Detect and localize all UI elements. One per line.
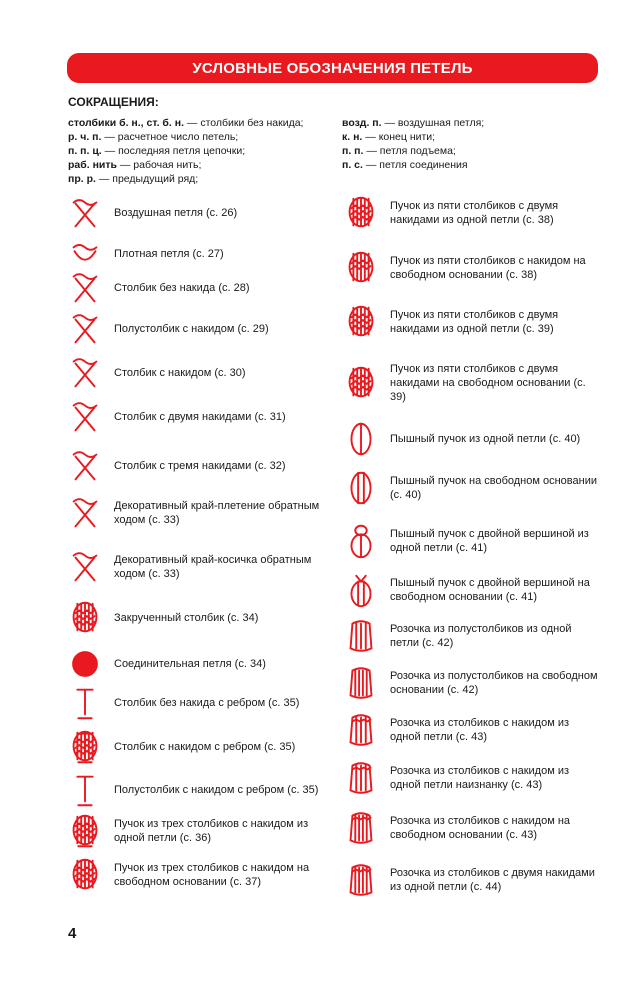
legend-label: Розочка из столбиков с накидом из одной петли наизнанку (с. 43) bbox=[390, 765, 570, 791]
legend-item bbox=[344, 860, 600, 900]
legend-item bbox=[344, 193, 600, 233]
legend-item bbox=[68, 493, 324, 533]
legend-item bbox=[68, 855, 324, 895]
abbreviation-row bbox=[68, 158, 338, 172]
single-crochet-icon bbox=[68, 268, 102, 308]
abbreviation-definition: — воздушная петля; bbox=[381, 117, 485, 129]
ribbed-hdc-icon bbox=[68, 770, 102, 810]
legend-label: Воздушная петля (с. 26) bbox=[114, 207, 238, 219]
abbreviation-term: раб. нить bbox=[68, 159, 117, 171]
abbreviation-definition: — расчетное число петель; bbox=[101, 131, 239, 143]
abbreviation-row bbox=[68, 116, 338, 130]
chain-stitch-icon bbox=[68, 193, 102, 233]
legend-label: Пышный пучок на свободном основании (с. 40) bbox=[390, 475, 597, 501]
abbreviation-term: п. п. ц. bbox=[68, 145, 102, 157]
legend-label: Пучок из трех столбиков с накидом из одной петли (с. 36) bbox=[114, 818, 309, 844]
abbreviation-definition: — петля подъема; bbox=[363, 145, 456, 157]
abbreviation-definition: — последняя петля цепочки; bbox=[101, 145, 246, 157]
legend-label: Розочка из полустолбиков на свободном основании (с. 42) bbox=[390, 670, 598, 696]
abbreviation-row bbox=[342, 144, 592, 158]
legend-label: Пышный пучок с двойной вершиной на свободном основании (с. 41) bbox=[390, 577, 590, 603]
popcorn-tr-icon bbox=[344, 860, 378, 900]
legend-label: Столбик с накидом (с. 30) bbox=[114, 367, 246, 379]
legend-item bbox=[344, 710, 600, 750]
legend-item bbox=[344, 362, 600, 404]
cluster-5-tr-icon bbox=[344, 193, 378, 233]
abbreviation-row bbox=[342, 130, 592, 144]
abbreviation-row bbox=[68, 144, 338, 158]
cluster-3-base-icon bbox=[68, 855, 102, 895]
puff-stitch-icon bbox=[344, 419, 378, 459]
legend-item bbox=[68, 547, 324, 587]
popcorn-hdc-icon bbox=[344, 616, 378, 656]
legend-item bbox=[68, 598, 324, 638]
abbreviation-definition: — конец нити; bbox=[362, 131, 436, 143]
legend-label: Плотная петля (с. 27) bbox=[114, 248, 224, 260]
abbreviations-heading: СОКРАЩЕНИЯ: bbox=[68, 95, 159, 109]
legend-label: Розочка из полустолбиков из одной петли (с. 42) bbox=[390, 623, 572, 649]
legend-label: Столбик без накида (с. 28) bbox=[114, 282, 250, 294]
cluster-5-tr-b-icon bbox=[344, 302, 378, 342]
legend-label: Пышный пучок из одной петли (с. 40) bbox=[390, 433, 581, 445]
legend-item bbox=[344, 468, 600, 508]
legend-label: Розочка из столбиков с двумя накидами из одной петли (с. 44) bbox=[390, 867, 595, 893]
double-crochet-icon bbox=[68, 353, 102, 393]
legend-label: Декоративный край-плетение обратным ходом (с. 33) bbox=[114, 500, 320, 526]
legend-label: Столбик с тремя накидами (с. 32) bbox=[114, 460, 286, 472]
abbreviation-row bbox=[68, 172, 338, 186]
ribbed-sc-icon bbox=[68, 683, 102, 723]
legend-label: Пучок из пяти столбиков с двумя накидами из одной петли (с. 38) bbox=[390, 200, 559, 226]
twisted-stitch-icon bbox=[68, 598, 102, 638]
legend-label: Пучок из пяти столбиков с двумя накидами из одной петли (с. 39) bbox=[390, 309, 559, 335]
legend-label: Полустолбик с накидом с ребром (с. 35) bbox=[114, 784, 319, 796]
legend-label: Пучок из трех столбиков с накидом на свободном основании (с. 37) bbox=[114, 862, 310, 888]
popcorn-dc-base-icon bbox=[344, 808, 378, 848]
treble-crochet-icon bbox=[68, 397, 102, 437]
legend-label: Пучок из пяти столбиков с двумя накидами на свободном основании (с. 39) bbox=[390, 363, 586, 403]
abbreviation-term: п. п. bbox=[342, 145, 364, 157]
legend-label: Закрученный столбик (с. 34) bbox=[114, 612, 259, 624]
section-title-banner bbox=[67, 53, 598, 83]
legend-item bbox=[344, 616, 600, 656]
legend-item bbox=[344, 419, 600, 459]
abbreviation-term: возд. п. bbox=[342, 117, 382, 129]
legend-label: Пучок из пяти столбиков с накидом на свободном основании (с. 38) bbox=[390, 255, 586, 281]
legend-item bbox=[344, 521, 600, 561]
legend-item bbox=[344, 302, 600, 342]
legend-item bbox=[344, 758, 600, 798]
popcorn-dc-back-icon bbox=[344, 758, 378, 798]
reverse-braid-icon bbox=[68, 547, 102, 587]
legend-item bbox=[344, 248, 600, 288]
legend-item bbox=[68, 683, 324, 723]
abbreviation-term: столбики б. н., ст. б. н. bbox=[68, 117, 184, 129]
slip-stitch-dot-icon bbox=[68, 644, 102, 684]
abbreviation-term: пр. р. bbox=[68, 173, 96, 185]
legend-item bbox=[68, 193, 324, 233]
ribbed-dc-icon bbox=[68, 727, 102, 767]
legend-label: Розочка из столбиков с накидом из одной петли (с. 43) bbox=[390, 717, 570, 743]
reverse-edge-icon bbox=[68, 493, 102, 533]
legend-label: Пышный пучок с двойной вершиной из одной петли (с. 41) bbox=[390, 528, 589, 554]
half-double-crochet-icon bbox=[68, 309, 102, 349]
puff-base-icon bbox=[344, 468, 378, 508]
cluster-3-icon bbox=[68, 811, 102, 851]
legend-label: Соединительная петля (с. 34) bbox=[114, 658, 266, 670]
puff-double-top-icon bbox=[344, 521, 378, 561]
legend-label: Столбик с накидом с ребром (с. 35) bbox=[114, 741, 296, 753]
abbreviation-row bbox=[342, 116, 592, 130]
legend-item bbox=[68, 770, 324, 810]
abbreviations-left bbox=[68, 116, 338, 186]
page-number: 4 bbox=[68, 925, 77, 942]
cluster-5-dc-base-icon bbox=[344, 248, 378, 288]
legend-item bbox=[68, 309, 324, 349]
legend-label: Декоративный край-косичка обратным ходом (с. 33) bbox=[114, 554, 312, 580]
abbreviation-term: п. с. bbox=[342, 159, 363, 171]
abbreviation-term: р. ч. п. bbox=[68, 131, 102, 143]
cluster-5-tr-base-icon bbox=[344, 363, 378, 403]
popcorn-hdc-base-icon bbox=[344, 663, 378, 703]
abbreviations-right bbox=[342, 116, 592, 172]
abbreviation-definition: — петля соединения bbox=[362, 159, 468, 171]
legend-item bbox=[68, 811, 324, 851]
legend-item bbox=[344, 663, 600, 703]
legend-label: Розочка из столбиков с накидом на свободном основании (с. 43) bbox=[390, 815, 571, 841]
abbreviation-definition: — предыдущий ряд; bbox=[95, 173, 199, 185]
legend-item bbox=[344, 570, 600, 610]
legend-item bbox=[68, 397, 324, 437]
legend-item bbox=[68, 446, 324, 486]
page-title: УСЛОВНЫЕ ОБОЗНАЧЕНИЯ ПЕТЕЛЬ bbox=[192, 59, 473, 77]
legend-label: Столбик без накида с ребром (с. 35) bbox=[114, 697, 300, 709]
popcorn-dc-icon bbox=[344, 710, 378, 750]
abbreviation-definition: — рабочая нить; bbox=[116, 159, 202, 171]
abbreviation-row bbox=[342, 158, 592, 172]
double-treble-crochet-icon bbox=[68, 446, 102, 486]
legend-item bbox=[68, 353, 324, 393]
legend-item bbox=[344, 808, 600, 848]
legend-item bbox=[68, 644, 324, 684]
legend-item bbox=[68, 727, 324, 767]
abbreviation-row bbox=[68, 130, 338, 144]
legend-label: Столбик с двумя накидами (с. 31) bbox=[114, 411, 286, 423]
legend-label: Полустолбик с накидом (с. 29) bbox=[114, 323, 269, 335]
abbreviation-term: к. н. bbox=[342, 131, 363, 143]
legend-item bbox=[68, 268, 324, 308]
puff-double-top-base-icon bbox=[344, 570, 378, 610]
abbreviation-definition: — столбики без накида; bbox=[183, 117, 304, 129]
